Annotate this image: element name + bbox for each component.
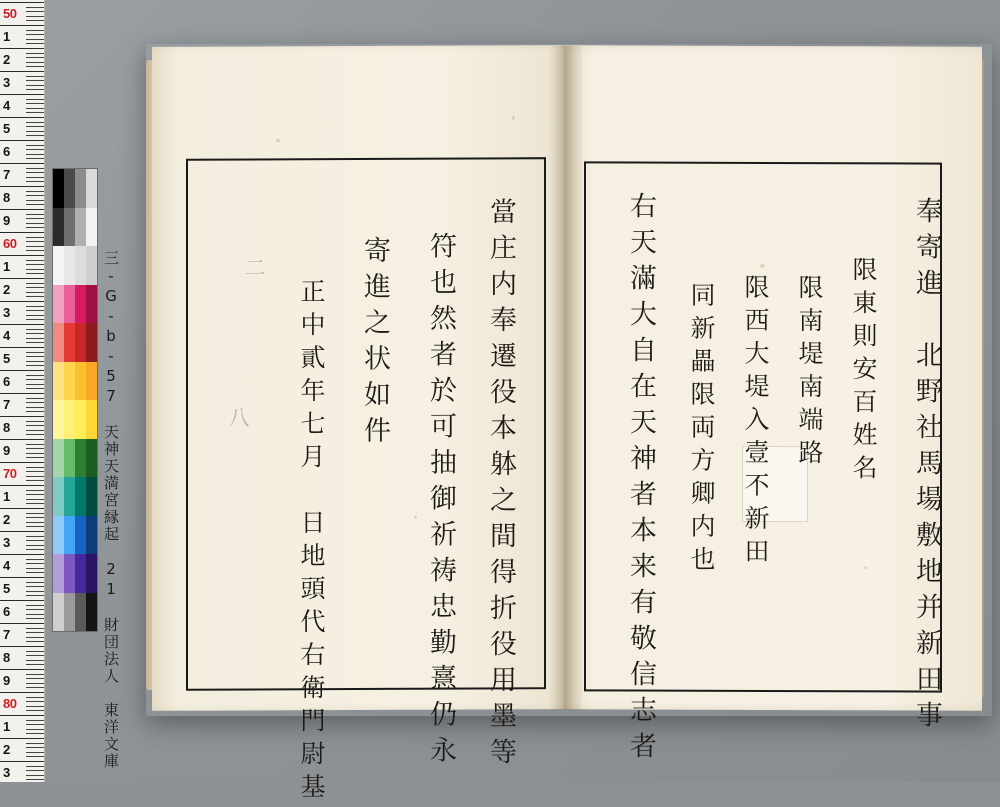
color-chart-swatch xyxy=(86,208,97,247)
color-chart-swatch xyxy=(53,169,64,208)
ruler-label: 8 xyxy=(3,650,10,665)
ruler-minor-tick xyxy=(26,687,44,688)
ruler-tick xyxy=(0,48,44,49)
ruler-minor-tick xyxy=(26,752,44,753)
ruler-label: 4 xyxy=(3,558,10,573)
ruler-tick xyxy=(0,439,44,440)
color-chart-swatch xyxy=(53,208,64,247)
ruler-minor-tick xyxy=(26,126,44,127)
color-chart-swatch xyxy=(75,285,86,324)
ruler-minor-tick xyxy=(26,563,44,564)
ruler-minor-tick xyxy=(26,191,44,192)
ruler-minor-tick xyxy=(26,407,44,408)
photographic-scale-ruler xyxy=(0,0,45,782)
ruler-minor-tick xyxy=(26,453,44,454)
color-chart-swatch xyxy=(64,246,75,285)
ruler-minor-tick xyxy=(26,733,44,734)
ruler-minor-tick xyxy=(26,177,44,178)
ruler-minor-tick xyxy=(26,729,44,730)
ruler-tick xyxy=(0,94,44,95)
ruler-tick xyxy=(0,209,44,210)
color-chart-swatch xyxy=(75,169,86,208)
ruler-minor-tick xyxy=(26,476,44,477)
ruler-tick xyxy=(0,646,44,647)
left-faded-mark-1: 二 xyxy=(242,256,266,284)
ruler-minor-tick xyxy=(26,411,44,412)
ruler-minor-tick xyxy=(26,724,44,725)
ruler-label: 3 xyxy=(3,75,10,90)
color-chart-swatch xyxy=(75,516,86,555)
color-chart-swatch xyxy=(64,400,75,439)
ruler-minor-tick xyxy=(26,572,44,573)
ruler-minor-tick xyxy=(26,214,44,215)
ruler-tick xyxy=(0,324,44,325)
ruler-tick xyxy=(0,232,44,233)
ruler-minor-tick xyxy=(26,264,44,265)
ruler-minor-tick xyxy=(26,384,44,385)
ruler-tick xyxy=(0,140,44,141)
ruler-minor-tick xyxy=(26,62,44,63)
ruler-minor-tick xyxy=(26,641,44,642)
ruler-minor-tick xyxy=(26,246,44,247)
color-chart-row xyxy=(53,208,97,247)
ruler-minor-tick xyxy=(26,503,44,504)
ruler-minor-tick xyxy=(26,99,44,100)
paper-speck xyxy=(414,516,417,519)
ruler-minor-tick xyxy=(26,342,44,343)
color-chart-swatch xyxy=(75,400,86,439)
ruler-tick xyxy=(0,577,44,578)
color-chart-row xyxy=(53,246,97,285)
color-chart-swatch xyxy=(64,439,75,478)
ruler-minor-tick xyxy=(26,586,44,587)
ruler-minor-tick xyxy=(26,338,44,339)
ruler-minor-tick xyxy=(26,269,44,270)
right-col-4: 限西大堤入壹不新田 xyxy=(741,273,770,571)
ruler-tick xyxy=(0,485,44,486)
ruler-label: 5 xyxy=(3,351,10,366)
ruler-label: 1 xyxy=(3,489,10,504)
color-chart-swatch xyxy=(64,516,75,555)
ruler-minor-tick xyxy=(26,76,44,77)
ruler-minor-tick xyxy=(26,365,44,366)
ruler-minor-tick xyxy=(26,195,44,196)
ruler-minor-tick xyxy=(26,168,44,169)
color-chart-swatch xyxy=(75,477,86,516)
ruler-minor-tick xyxy=(26,315,44,316)
ruler-tick xyxy=(0,623,44,624)
right-page xyxy=(564,45,982,768)
ruler-minor-tick xyxy=(26,361,44,362)
ruler-minor-tick xyxy=(26,526,44,527)
color-chart-swatch xyxy=(75,439,86,478)
ruler-minor-tick xyxy=(26,683,44,684)
ruler-minor-tick xyxy=(26,628,44,629)
color-chart-swatch xyxy=(86,285,97,324)
ruler-minor-tick xyxy=(26,430,44,431)
ruler-minor-tick xyxy=(26,181,44,182)
ruler-minor-tick xyxy=(26,632,44,633)
ruler-label: 2 xyxy=(3,512,10,527)
ruler-label: 1 xyxy=(3,259,10,274)
ruler-minor-tick xyxy=(26,471,44,472)
color-chart-row xyxy=(53,554,97,593)
ruler-label: 60 xyxy=(3,236,17,251)
ruler-minor-tick xyxy=(26,154,44,155)
color-chart-swatch xyxy=(86,169,97,208)
ruler-minor-tick xyxy=(26,609,44,610)
color-chart-swatch xyxy=(86,477,97,516)
color-chart-swatch xyxy=(86,323,97,362)
ruler-minor-tick xyxy=(26,425,44,426)
color-chart-swatch xyxy=(75,323,86,362)
ruler-minor-tick xyxy=(26,310,44,311)
color-chart-swatch xyxy=(53,400,64,439)
ruler-tick xyxy=(0,278,44,279)
ruler-minor-tick xyxy=(26,89,44,90)
ruler-minor-tick xyxy=(26,122,44,123)
color-chart-row xyxy=(53,285,97,324)
ruler-minor-tick xyxy=(26,398,44,399)
ruler-label: 3 xyxy=(3,305,10,320)
ruler-minor-tick xyxy=(26,16,44,17)
open-japanese-woodblock-book xyxy=(152,46,982,807)
color-chart-swatch xyxy=(53,477,64,516)
ruler-minor-tick xyxy=(26,11,44,12)
ruler-minor-tick xyxy=(26,549,44,550)
ruler-tick xyxy=(0,301,44,302)
ruler-minor-tick xyxy=(26,756,44,757)
color-chart-row xyxy=(53,169,97,208)
color-chart-swatch xyxy=(86,593,97,632)
color-chart-swatch xyxy=(86,439,97,478)
ruler-minor-tick xyxy=(26,614,44,615)
ruler-minor-tick xyxy=(26,20,44,21)
color-chart-swatch xyxy=(64,362,75,401)
ruler-label: 1 xyxy=(3,29,10,44)
ruler-minor-tick xyxy=(26,66,44,67)
ruler-minor-tick xyxy=(26,513,44,514)
ruler-tick xyxy=(0,370,44,371)
left-col-4: 正中貳年七月 日地頭代右衛門尉基 xyxy=(297,278,326,807)
color-chart-swatch xyxy=(53,362,64,401)
ruler-minor-tick xyxy=(26,112,44,113)
ruler-minor-tick xyxy=(26,260,44,261)
ruler-minor-tick xyxy=(26,375,44,376)
ruler-minor-tick xyxy=(26,517,44,518)
ruler-tick xyxy=(0,163,44,164)
ruler-minor-tick xyxy=(26,637,44,638)
ruler-minor-tick xyxy=(26,273,44,274)
right-col-2: 限東則安百姓名 xyxy=(849,256,878,488)
ruler-minor-tick xyxy=(26,145,44,146)
ruler-label: 5 xyxy=(3,581,10,596)
right-col-6: 右天滿大自在天神者本来有敬信志者 xyxy=(625,191,656,768)
ruler-minor-tick xyxy=(26,292,44,293)
ruler-minor-tick xyxy=(26,356,44,357)
color-chart-swatch xyxy=(64,208,75,247)
color-chart-row xyxy=(53,593,97,632)
ruler-minor-tick xyxy=(26,30,44,31)
ruler-minor-tick xyxy=(26,34,44,35)
ruler-minor-tick xyxy=(26,319,44,320)
ruler-minor-tick xyxy=(26,204,44,205)
ruler-minor-tick xyxy=(26,329,44,330)
ruler-minor-tick xyxy=(26,39,44,40)
ruler-label: 4 xyxy=(3,328,10,343)
ruler-minor-tick xyxy=(26,135,44,136)
ruler-minor-tick xyxy=(26,103,44,104)
ruler-tick xyxy=(0,600,44,601)
ruler-label: 1 xyxy=(3,719,10,734)
ruler-minor-tick xyxy=(26,743,44,744)
ruler-minor-tick xyxy=(26,333,44,334)
ruler-minor-tick xyxy=(26,457,44,458)
ruler-minor-tick xyxy=(26,678,44,679)
ruler-tick xyxy=(0,692,44,693)
ruler-minor-tick xyxy=(26,200,44,201)
ruler-tick xyxy=(0,531,44,532)
color-chart-row xyxy=(53,477,97,516)
ruler-minor-tick xyxy=(26,775,44,776)
ruler-tick xyxy=(0,25,44,26)
left-faded-mark-2: 八 xyxy=(226,406,250,434)
color-chart-swatch xyxy=(75,554,86,593)
ruler-label: 6 xyxy=(3,604,10,619)
ruler-tick xyxy=(0,715,44,716)
ruler-label: 7 xyxy=(3,627,10,642)
ruler-label: 3 xyxy=(3,535,10,550)
color-chart-swatch xyxy=(64,169,75,208)
ruler-minor-tick xyxy=(26,595,44,596)
ruler-tick xyxy=(0,738,44,739)
color-chart-swatch xyxy=(53,516,64,555)
ruler-minor-tick xyxy=(26,540,44,541)
ruler-tick xyxy=(0,761,44,762)
color-chart-swatch xyxy=(75,246,86,285)
ruler-tick xyxy=(0,554,44,555)
right-col-1: 奉寄進 北野社馬場敷地并新田事 xyxy=(911,196,942,737)
ruler-minor-tick xyxy=(26,250,44,251)
ruler-minor-tick xyxy=(26,710,44,711)
ruler-minor-tick xyxy=(26,306,44,307)
color-chart-row xyxy=(53,323,97,362)
ruler-minor-tick xyxy=(26,434,44,435)
left-col-1: 當庄内奉遷役本躰之間得折役用墨等 xyxy=(485,197,516,774)
ruler-minor-tick xyxy=(26,545,44,546)
ruler-minor-tick xyxy=(26,131,44,132)
ruler-label: 5 xyxy=(3,121,10,136)
ruler-label: 9 xyxy=(3,443,10,458)
ruler-minor-tick xyxy=(26,766,44,767)
ruler-minor-tick xyxy=(26,651,44,652)
ruler-minor-tick xyxy=(26,421,44,422)
left-col-3: 寄進之状如件 xyxy=(359,235,390,452)
ruler-label: 80 xyxy=(3,696,17,711)
ruler-tick xyxy=(0,71,44,72)
ruler-minor-tick xyxy=(26,296,44,297)
color-chart-swatch xyxy=(53,246,64,285)
ruler-minor-tick xyxy=(26,7,44,8)
ruler-tick xyxy=(0,186,44,187)
color-chart-row xyxy=(53,516,97,555)
ruler-minor-tick xyxy=(26,664,44,665)
ruler-tick xyxy=(0,117,44,118)
ruler-label: 6 xyxy=(3,144,10,159)
ruler-label: 9 xyxy=(3,673,10,688)
color-chart-row xyxy=(53,439,97,478)
ruler-minor-tick xyxy=(26,223,44,224)
ruler-tick xyxy=(0,255,44,256)
ruler-minor-tick xyxy=(26,770,44,771)
ruler-minor-tick xyxy=(26,618,44,619)
ruler-tick xyxy=(0,669,44,670)
ruler-minor-tick xyxy=(26,85,44,86)
ruler-minor-tick xyxy=(26,388,44,389)
ruler-minor-tick xyxy=(26,697,44,698)
specimen-caption: 三-G-b-57 天神天満宮縁起 21 財団法人 東洋文庫 xyxy=(102,250,120,770)
ruler-minor-tick xyxy=(26,582,44,583)
paper-speck xyxy=(864,566,867,569)
color-chart-swatch xyxy=(64,323,75,362)
ruler-minor-tick xyxy=(26,467,44,468)
ruler-minor-tick xyxy=(26,57,44,58)
ruler-minor-tick xyxy=(26,43,44,44)
color-chart-swatch xyxy=(64,554,75,593)
paper-speck xyxy=(512,115,515,120)
ruler-label: 2 xyxy=(3,282,10,297)
ruler-label: 8 xyxy=(3,420,10,435)
ruler-minor-tick xyxy=(26,559,44,560)
ruler-minor-tick xyxy=(26,655,44,656)
ruler-tick xyxy=(0,416,44,417)
ruler-minor-tick xyxy=(26,568,44,569)
ruler-minor-tick xyxy=(26,80,44,81)
ruler-minor-tick xyxy=(26,605,44,606)
paper-speck xyxy=(760,264,765,268)
ruler-minor-tick xyxy=(26,720,44,721)
ruler-label: 9 xyxy=(3,213,10,228)
ruler-minor-tick xyxy=(26,227,44,228)
color-chart-swatch xyxy=(64,593,75,632)
ruler-label: 50 xyxy=(3,6,17,21)
color-chart-swatch xyxy=(75,208,86,247)
color-chart-swatch xyxy=(53,554,64,593)
ruler-tick xyxy=(0,2,44,3)
ruler-label: 8 xyxy=(3,190,10,205)
ruler-minor-tick xyxy=(26,494,44,495)
ruler-label: 4 xyxy=(3,98,10,113)
ruler-minor-tick xyxy=(26,499,44,500)
ruler-minor-tick xyxy=(26,490,44,491)
left-page xyxy=(152,45,564,807)
ruler-label: 7 xyxy=(3,167,10,182)
ruler-label: 7 xyxy=(3,397,10,412)
ruler-minor-tick xyxy=(26,444,44,445)
ruler-minor-tick xyxy=(26,779,44,780)
color-chart-swatch xyxy=(86,246,97,285)
ruler-label: 2 xyxy=(3,52,10,67)
color-calibration-chart xyxy=(52,168,98,632)
color-chart-swatch xyxy=(64,477,75,516)
paper-speck xyxy=(276,138,280,142)
color-chart-swatch xyxy=(53,439,64,478)
color-chart-swatch xyxy=(86,400,97,439)
color-chart-swatch xyxy=(53,285,64,324)
color-chart-swatch xyxy=(86,516,97,555)
ruler-minor-tick xyxy=(26,591,44,592)
color-chart-swatch xyxy=(53,593,64,632)
ruler-label: 6 xyxy=(3,374,10,389)
color-chart-swatch xyxy=(53,323,64,362)
ruler-minor-tick xyxy=(26,402,44,403)
color-chart-swatch xyxy=(75,593,86,632)
ruler-tick xyxy=(0,347,44,348)
ruler-minor-tick xyxy=(26,352,44,353)
ruler-minor-tick xyxy=(26,522,44,523)
ruler-minor-tick xyxy=(26,448,44,449)
ruler-minor-tick xyxy=(26,237,44,238)
ruler-minor-tick xyxy=(26,287,44,288)
color-chart-row xyxy=(53,400,97,439)
ruler-minor-tick xyxy=(26,747,44,748)
ruler-tick xyxy=(0,508,44,509)
ruler-minor-tick xyxy=(26,172,44,173)
ruler-minor-tick xyxy=(26,480,44,481)
ruler-minor-tick xyxy=(26,241,44,242)
ruler-minor-tick xyxy=(26,283,44,284)
color-chart-row xyxy=(53,362,97,401)
ruler-minor-tick xyxy=(26,158,44,159)
ruler-minor-tick xyxy=(26,108,44,109)
right-col-3: 限南堤南端路 xyxy=(795,274,824,473)
ruler-minor-tick xyxy=(26,536,44,537)
right-col-5: 同新畾限両方卿内也 xyxy=(687,281,716,579)
ruler-minor-tick xyxy=(26,701,44,702)
left-col-2: 符也然者於可抽御祈祷忠勤憙仍永 xyxy=(425,231,456,772)
color-chart-swatch xyxy=(86,362,97,401)
ruler-minor-tick xyxy=(26,660,44,661)
ruler-label: 3 xyxy=(3,765,10,780)
ruler-minor-tick xyxy=(26,149,44,150)
ruler-label: 2 xyxy=(3,742,10,757)
color-chart-swatch xyxy=(86,554,97,593)
ruler-minor-tick xyxy=(26,53,44,54)
ruler-minor-tick xyxy=(26,379,44,380)
ruler-tick xyxy=(0,393,44,394)
ruler-label: 70 xyxy=(3,466,17,481)
ruler-minor-tick xyxy=(26,218,44,219)
color-chart-swatch xyxy=(64,285,75,324)
ruler-tick xyxy=(0,462,44,463)
ruler-minor-tick xyxy=(26,674,44,675)
ruler-minor-tick xyxy=(26,706,44,707)
color-chart-swatch xyxy=(75,362,86,401)
